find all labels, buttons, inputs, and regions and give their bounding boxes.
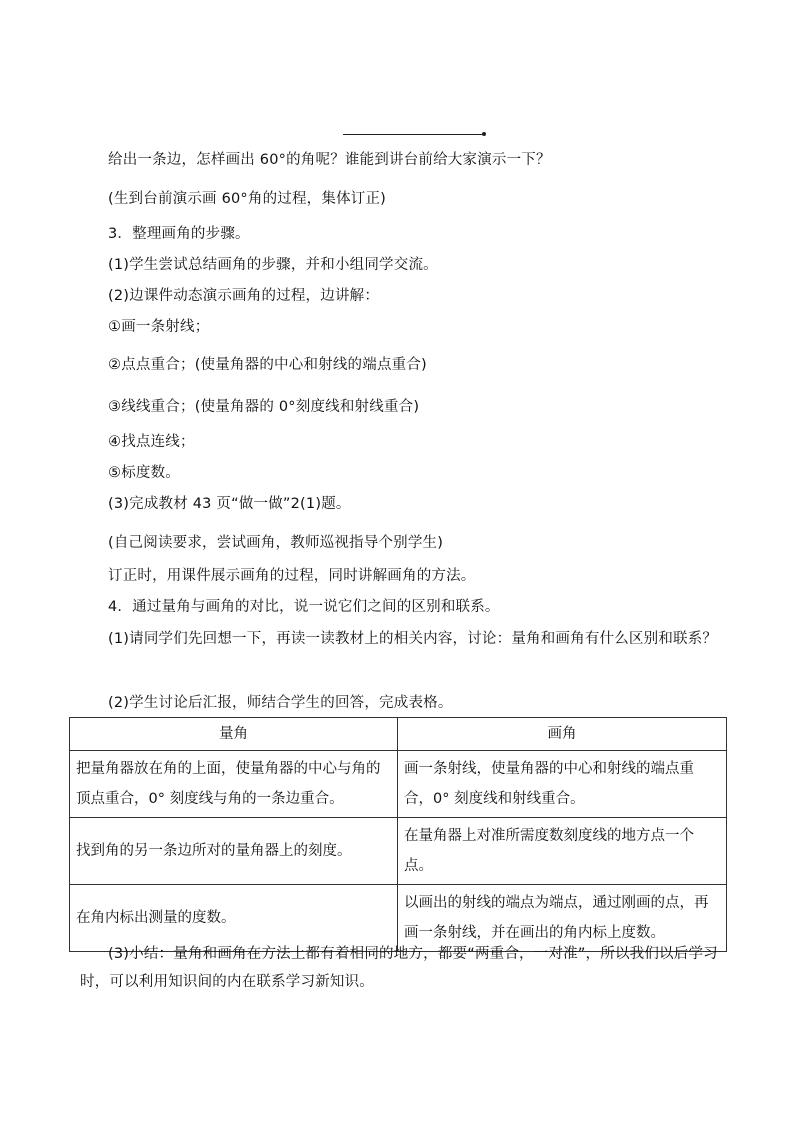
- paragraph-line-14: 4．通过量角与画角的对比，说一说它们之间的区别和联系。: [108, 599, 500, 615]
- paragraph-line-12: (自己阅读要求，尝试画角，教师巡视指导个别学生): [108, 535, 444, 551]
- paragraph-line-8: ③线线重合；(使量角器的 0°刻度线和射线重合): [108, 399, 420, 415]
- header-rule-dot: [482, 132, 486, 136]
- header-rule: [343, 134, 483, 135]
- paragraph-line-16: (2)学生讨论后汇报，师结合学生的回答，完成表格。: [108, 695, 453, 711]
- paragraph-line-11: (3)完成教材 43 页“做一做”2(1)题。: [108, 496, 351, 512]
- paragraph-line-6: ①画一条射线；: [108, 319, 210, 335]
- table-cell: 在角内标出测量的度数。: [70, 885, 398, 952]
- table-row: [70, 751, 727, 818]
- paragraph-line-7: ②点点重合；(使量角器的中心和射线的端点重合): [108, 357, 427, 373]
- paragraph-line-4: (1)学生尝试总结画角的步骤，并和小组同学交流。: [108, 257, 438, 273]
- paragraph-line-2: (生到台前演示画 60°角的过程，集体订正): [108, 191, 387, 207]
- summary-paragraph: (3)小结：量角和画角在方法上都有着相同的地方，都要“两重合，一对准”，所以我们以后学习时，可以利用知识间的内在联系学习新知识。: [80, 946, 718, 990]
- comparison-table: [69, 717, 727, 952]
- table-cell: 找到角的另一条边所对的量角器上的刻度。: [70, 818, 398, 885]
- paragraph-line-5: (2)边课件动态演示画角的过程，边讲解：: [108, 288, 380, 304]
- table-header-measure: 量角: [70, 718, 398, 751]
- table-header-draw: 画角: [398, 718, 727, 751]
- paragraph-line-3: 3．整理画角的步骤。: [108, 226, 250, 242]
- paragraph-line-1: 给出一条边，怎样画出 60°的角呢？谁能到讲台前给大家演示一下？: [108, 152, 551, 168]
- paragraph-line-13: 订正时，用课件展示画角的过程，同时讲解画角的方法。: [108, 568, 476, 584]
- table-cell: 在量角器上对准所需度数刻度线的地方点一个点。: [398, 818, 727, 885]
- table-cell: 以画出的射线的端点为端点，通过刚画的点，再画一条射线，并在画出的角内标上度数。: [398, 885, 727, 952]
- paragraph-line-9: ④找点连线；: [108, 434, 195, 450]
- table-row: [70, 818, 727, 885]
- table-cell: 画一条射线，使量角器的中心和射线的端点重合，0° 刻度线和射线重合。: [398, 751, 727, 818]
- paragraph-line-10: ⑤标度数。: [108, 465, 180, 481]
- paragraph-line-15: (1)请同学们先回想一下，再读一读教材上的相关内容，讨论：量角和画角有什么区别和联系？: [108, 631, 718, 647]
- table-cell: 把量角器放在角的上面，使量角器的中心与角的顶点重合，0° 刻度线与角的一条边重合。: [70, 751, 398, 818]
